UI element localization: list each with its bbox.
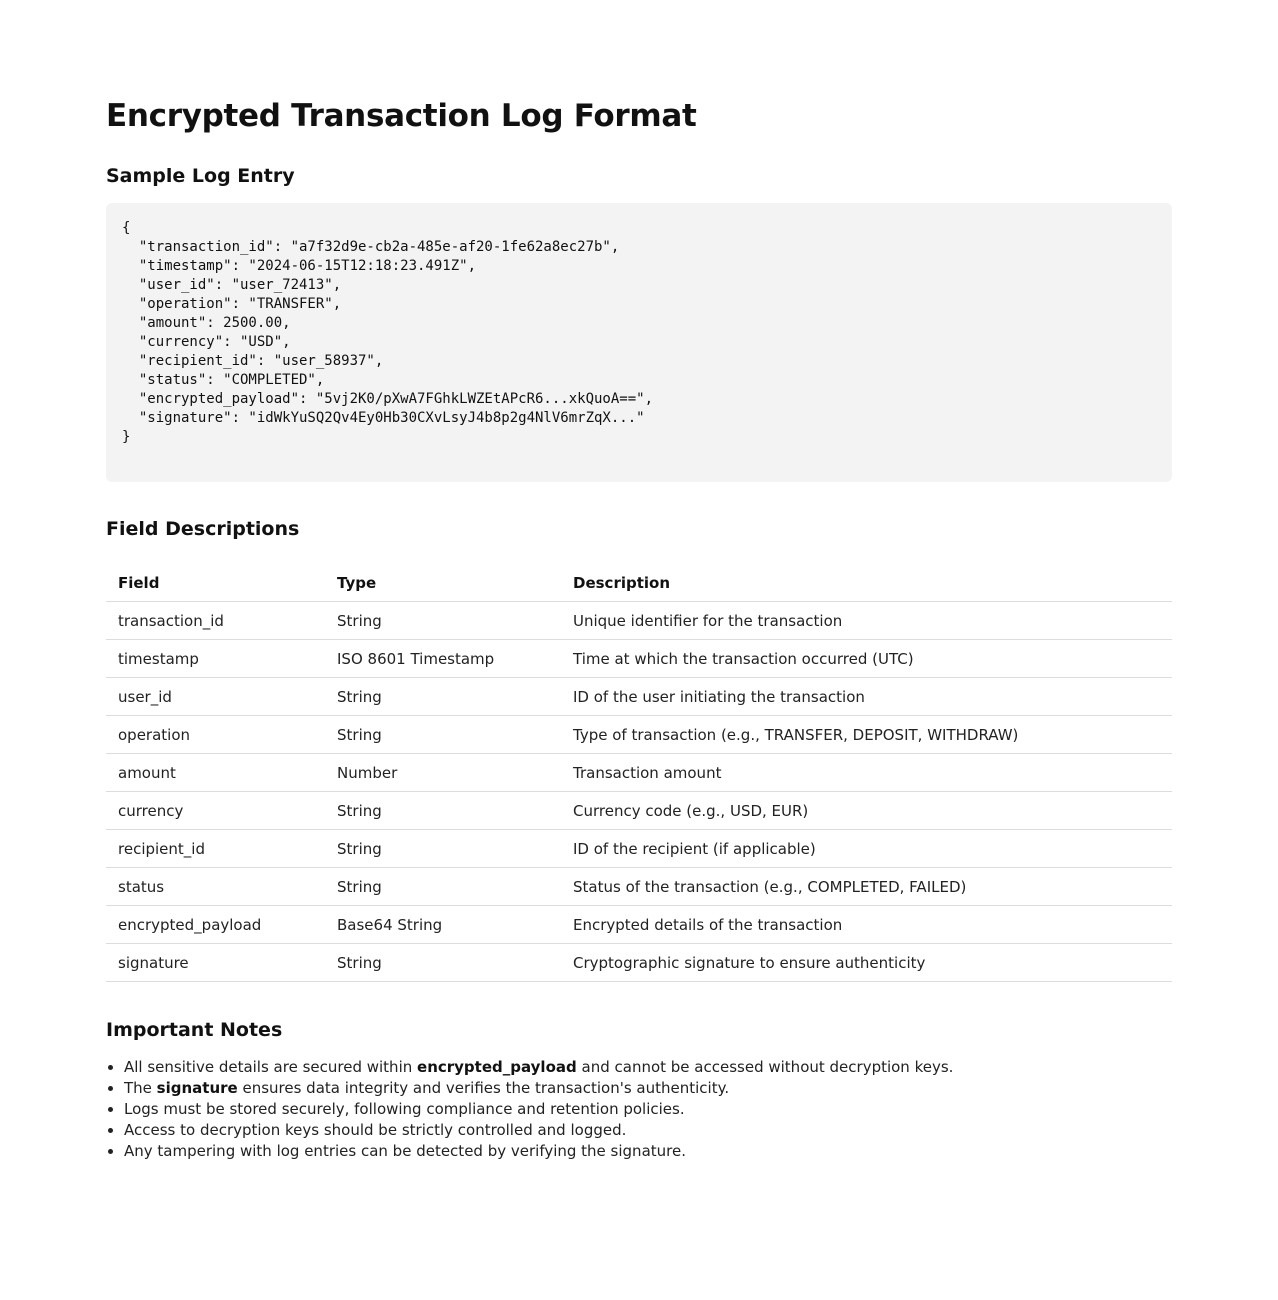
field-type-cell: String xyxy=(325,830,561,868)
sample-log-code-block xyxy=(106,203,1172,482)
field-description-cell: Transaction amount xyxy=(561,754,1172,792)
note-item xyxy=(124,1099,1172,1120)
table-row xyxy=(106,602,1172,640)
column-header-description: Description xyxy=(561,565,1172,602)
column-header-type: Type xyxy=(325,565,561,602)
field-name-cell: timestamp xyxy=(106,640,325,678)
field-description-cell: Status of the transaction (e.g., COMPLETED, FAILED) xyxy=(561,868,1172,906)
field-name-cell: amount xyxy=(106,754,325,792)
field-name-cell: transaction_id xyxy=(106,602,325,640)
table-row xyxy=(106,716,1172,754)
table-row xyxy=(106,944,1172,982)
table-body xyxy=(106,602,1172,982)
note-text: Any tampering with log entries can be detected by verifying the signature. xyxy=(124,1142,686,1160)
note-item xyxy=(124,1141,1172,1162)
sample-log-heading: Sample Log Entry xyxy=(106,165,295,187)
field-description-cell: Currency code (e.g., USD, EUR) xyxy=(561,792,1172,830)
field-name-cell: status xyxy=(106,868,325,906)
field-type-cell: Base64 String xyxy=(325,906,561,944)
table-row xyxy=(106,868,1172,906)
table-row xyxy=(106,640,1172,678)
note-text: All sensitive details are secured within xyxy=(124,1058,418,1076)
table-row xyxy=(106,678,1172,716)
field-type-cell: ISO 8601 Timestamp xyxy=(325,640,561,678)
field-name-cell: signature xyxy=(106,944,325,982)
note-emphasis: signature xyxy=(156,1079,238,1097)
field-name-cell: operation xyxy=(106,716,325,754)
field-type-cell: String xyxy=(325,944,561,982)
field-description-cell: Unique identifier for the transaction xyxy=(561,602,1172,640)
field-type-cell: String xyxy=(325,716,561,754)
field-description-cell: ID of the recipient (if applicable) xyxy=(561,830,1172,868)
field-descriptions-table xyxy=(106,565,1172,982)
table-header-row xyxy=(106,565,1172,602)
important-notes-heading: Important Notes xyxy=(106,1019,283,1041)
column-header-field: Field xyxy=(106,565,325,602)
field-description-cell: Time at which the transaction occurred (UTC) xyxy=(561,640,1172,678)
sample-log-code: { "transaction_id": "a7f32d9e-cb2a-485e-af20-1fe62a8ec27b", "timestamp": "2024-06-15T12:18:23.491Z", "user_id": "user_72413", "operation": "TRANSFER", "amount": 2500.00, "currency": "USD", "recipient_id": "user_58937", "status": "COMPLETED", "encrypted_payload": "5vj2K0/pXwA7FGhkLWZEtAPcR6...xkQuoA==", "signature": "idWkYuSQ2Qv4Ey0Hb30CXvLsyJ4b8p2g4NlV6mrZqX..." } xyxy=(122,220,654,445)
note-item xyxy=(124,1057,1172,1078)
note-text: The xyxy=(124,1079,157,1097)
field-type-cell: String xyxy=(325,792,561,830)
table-row xyxy=(106,754,1172,792)
note-emphasis: encrypted_payload xyxy=(417,1058,577,1076)
table-row xyxy=(106,906,1172,944)
field-description-cell: Cryptographic signature to ensure authenticity xyxy=(561,944,1172,982)
document-page xyxy=(106,0,1172,1162)
note-text: ensures data integrity and verifies the transaction's authenticity. xyxy=(237,1079,730,1097)
important-notes-list xyxy=(106,1057,1172,1162)
field-name-cell: recipient_id xyxy=(106,830,325,868)
note-text: Access to decryption keys should be strictly controlled and logged. xyxy=(124,1121,627,1139)
field-type-cell: String xyxy=(325,868,561,906)
field-description-cell: ID of the user initiating the transaction xyxy=(561,678,1172,716)
field-type-cell: String xyxy=(325,678,561,716)
note-item xyxy=(124,1078,1172,1099)
field-type-cell: String xyxy=(325,602,561,640)
field-type-cell: Number xyxy=(325,754,561,792)
page-title: Encrypted Transaction Log Format xyxy=(106,98,697,134)
table-row xyxy=(106,830,1172,868)
field-description-cell: Encrypted details of the transaction xyxy=(561,906,1172,944)
note-text: Logs must be stored securely, following compliance and retention policies. xyxy=(124,1100,685,1118)
table-row xyxy=(106,792,1172,830)
field-name-cell: encrypted_payload xyxy=(106,906,325,944)
note-text: and cannot be accessed without decryption keys. xyxy=(576,1058,954,1076)
note-item xyxy=(124,1120,1172,1141)
field-descriptions-heading: Field Descriptions xyxy=(106,518,300,540)
field-description-cell: Type of transaction (e.g., TRANSFER, DEPOSIT, WITHDRAW) xyxy=(561,716,1172,754)
field-name-cell: currency xyxy=(106,792,325,830)
field-name-cell: user_id xyxy=(106,678,325,716)
